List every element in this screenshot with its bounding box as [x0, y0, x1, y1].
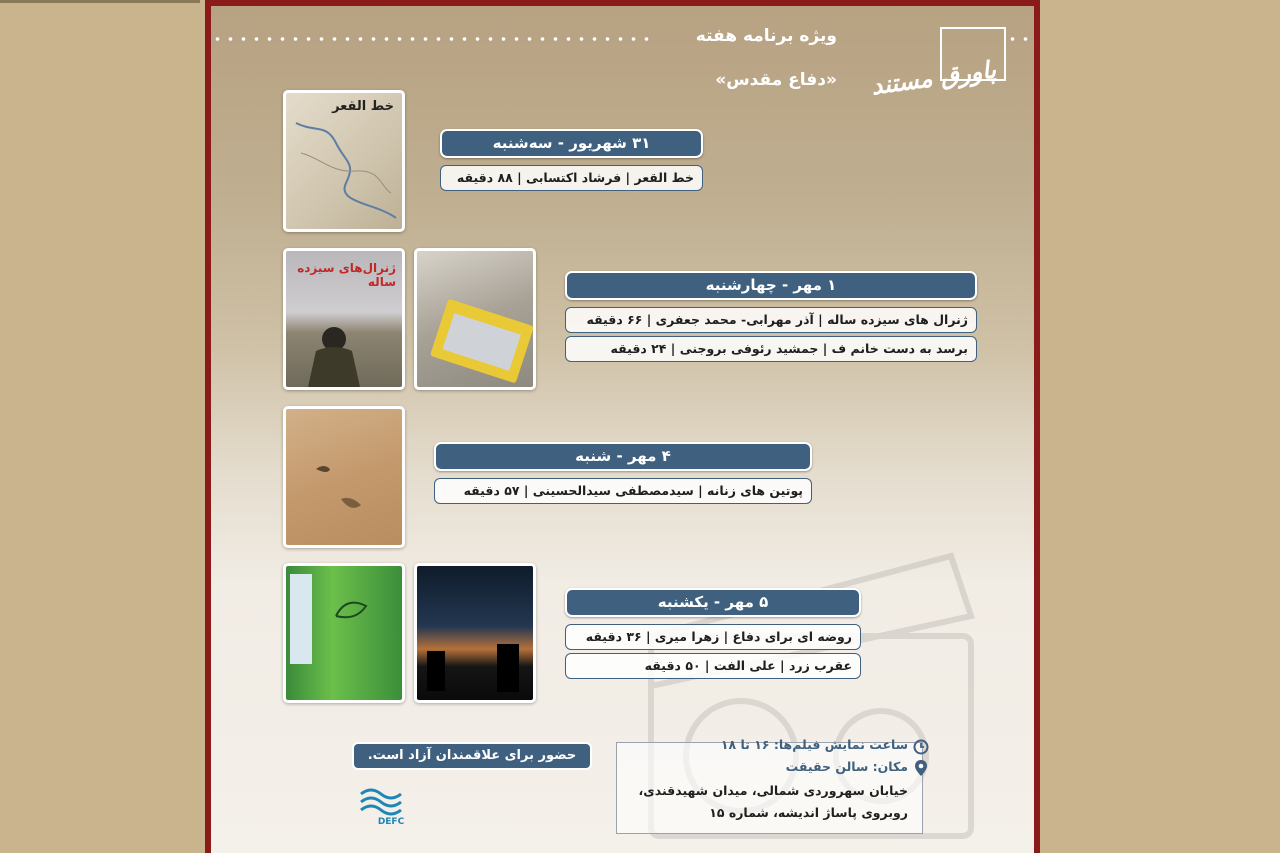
green-door-illustration-icon [286, 566, 402, 700]
day-4-film-1: روضه ای برای دفاع | زهرا میری | ۳۶ دقیقه [565, 624, 861, 650]
paavaraq-mostanad-logo [841, 24, 1011, 114]
day-4-label: ۵ مهر - یکشنبه [565, 588, 861, 617]
sand-footprint-illustration-icon [286, 409, 402, 545]
header-subtitle: «دفاع مقدس» [715, 70, 837, 90]
screening-info-box [616, 737, 923, 834]
address-line-1: خیابان سهروردی شمالی، میدان شهیدقندی، [638, 783, 908, 798]
child-soldier-illustration-icon [286, 251, 402, 387]
letter-illustration-icon [417, 251, 533, 387]
thumb-title-2: ژنرال‌های سیزده ساله [297, 261, 396, 289]
logo-text: پاورق مستند [869, 54, 998, 101]
day-2-label: ۱ مهر - چهارشنبه [565, 271, 977, 300]
day-1-label: ۳۱ شهریور - سه‌شنبه [440, 129, 703, 158]
film-poster-thirteen-year-old-generals [283, 248, 405, 390]
left-background [0, 0, 205, 853]
free-entry-badge: حضور برای علاقمندان آزاد است. [352, 742, 592, 770]
day-2-film-2: برسد به دست خانم ف | جمشید رئوفی بروجنی | ۲۴ دقیقه [565, 336, 977, 362]
header-title: ویژه برنامه هفته [695, 26, 837, 46]
map-illustration-icon [286, 93, 402, 229]
day-1-film-1: خط القعر | فرشاد اکتسابی | ۸۸ دقیقه [440, 165, 703, 191]
screening-place: مکان: سالن حقیقت [785, 759, 908, 774]
screening-time: ساعت نمایش فیلم‌ها: ۱۶ تا ۱۸ [720, 737, 908, 752]
film-poster-khat-ol-qaar [283, 90, 405, 232]
alarm-clock-icon [912, 737, 930, 755]
top-edge-line [0, 0, 200, 3]
day-2-film-1: ژنرال های سیزده ساله | آذر مهرابی- محمد جعفری | ۶۶ دقیقه [565, 307, 977, 333]
location-pin-icon [912, 759, 930, 777]
header-dotted-line [211, 36, 651, 42]
dbfc-organization-logo [329, 774, 429, 826]
night-sky-illustration-icon [417, 566, 533, 700]
program-poster [205, 0, 1040, 853]
day-3-label: ۴ مهر - شنبه [434, 442, 812, 471]
film-poster-rowzeh-for-defense [283, 563, 405, 703]
day-3-film-1: پوتین های زنانه | سیدمصطفی سیدالحسینی | ۵۷ دقیقه [434, 478, 812, 504]
film-poster-yellow-scorpion [414, 563, 536, 703]
film-poster-womens-boots [283, 406, 405, 548]
day-4-film-2: عقرب زرد | علی الفت | ۵۰ دقیقه [565, 653, 861, 679]
address-line-2: روبروی پاساژ اندیشه، شماره ۱۵ [709, 805, 908, 820]
right-background [1040, 0, 1280, 853]
dbfc-logo-text: DEFC [377, 817, 405, 826]
thumb-title-1: خط القعر [332, 99, 394, 114]
film-poster-to-mrs-f [414, 248, 536, 390]
